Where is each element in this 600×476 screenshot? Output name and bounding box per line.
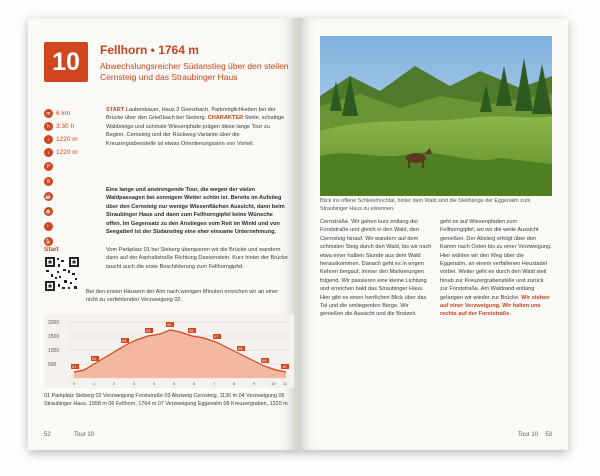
- tour-facts: [44, 108, 92, 160]
- page-number-left: 52: [44, 432, 51, 438]
- ascent-icon: ↑: [44, 135, 53, 144]
- marker-04: 04: [146, 328, 151, 333]
- distance-icon: m: [44, 109, 53, 118]
- intro-text: [106, 106, 288, 148]
- route-step-2: Bei den ersten Häusern der Alm nach wenigen Minuten erreichen wir an einer nicht zu verfehlenden Verzweigung 02.: [86, 289, 279, 304]
- marker-08: 08: [238, 346, 243, 351]
- column-right-text: geht es auf Wiesenpfaden zum Fellhorngipfel, wo wir die weite Aussicht genießen. Der Abstieg erfolgt über den Kamm nach Osten bis zu einer Verzweigung. Hier wählen wir den Weg über die Eggenalm, an einem verfallenen Heustadel vorbei. Weiter geht es durch den Wald steil hinab zur Kreuzergrabenstelle und zurück zur Forststraße. Am Waldrand entlang gelangen wir wieder zur Brücke.: [440, 219, 552, 301]
- marker-02: 02: [92, 356, 97, 361]
- marker-03: 03: [122, 338, 127, 343]
- start-label: Start: [44, 246, 59, 253]
- marker-06: 06: [189, 328, 194, 333]
- x-tick-8: 8: [233, 381, 236, 386]
- character-tag: CHARAKTER: [207, 115, 244, 122]
- tour-title: Fellhorn • 1764 m: [100, 43, 199, 57]
- y-tick-500: 500: [48, 362, 57, 368]
- y-tick-1500: 1500: [48, 334, 60, 340]
- marker-01: 01: [72, 364, 77, 369]
- marker-09: 09: [262, 358, 267, 363]
- column-right-highlight: Wir stehen auf einer Verzweigung. Wir halten uns rechts auf der Forststraße.: [440, 294, 550, 318]
- text-column-right: [440, 218, 552, 319]
- tour-label-right: Tour 10: [517, 432, 538, 438]
- hut-icon: 🏠: [45, 208, 52, 215]
- x-tick-9: 9: [253, 381, 256, 386]
- character-text: Steile, schattige Waldsteige und schmale Wiesenpfade prägen diese lange Tour zu Beginn. Cernsteig und der Rückweg-Variante über die Kreuzergrabenstelle ist etwas Orientierungssinn von Vorteil.: [106, 115, 285, 147]
- fact-ascent: ↑ 1220 m: [44, 134, 92, 145]
- bus-icon: B: [44, 177, 53, 186]
- cafe-icon: ☕: [45, 193, 52, 200]
- right-page: [298, 18, 568, 450]
- descent-icon: ↓: [44, 148, 53, 157]
- x-tick-11: 11: [283, 381, 288, 386]
- x-tick-10: 10: [271, 381, 276, 386]
- x-tick-7: 7: [213, 381, 216, 386]
- x-tick-6: 6: [193, 381, 196, 386]
- photo-caption: Blick ins offene Schleierhochtal, hinter dem Wald sind die Steilhänge der Eggenalm zum Straubinger Haus zu erkennen.: [320, 198, 531, 212]
- x-tick-2: 2: [113, 381, 116, 386]
- qr-code-icon[interactable]: [44, 256, 80, 292]
- start-text: Laubenbauer, Haus 3 Grenzbach, Parkmöglichkeiten bei der Brücke über den Grießbach bei Sieberg.: [106, 107, 276, 122]
- landscape-photo: [320, 36, 552, 196]
- fact-descent: ↓ 1220 m: [44, 147, 92, 158]
- elevation-profile: [44, 314, 294, 388]
- hiker-icon: 🚶: [45, 223, 52, 230]
- feature-icons: [44, 162, 54, 252]
- marker-05: 05: [167, 322, 172, 327]
- parking-icon: P: [44, 162, 53, 171]
- marker-07: 07: [214, 334, 219, 339]
- left-page: [28, 18, 298, 450]
- page-number-right: 53: [545, 432, 552, 438]
- y-tick-1000: 1000: [48, 348, 60, 354]
- dog-icon: 🐕: [45, 238, 52, 245]
- fact-duration: h 3:30 h: [44, 121, 92, 132]
- waypoint-list: 01 Parkplatz Sieberg 02 Verzweigung Forststraße 03 Abzweig Cernsteig, 1130 m 04 Verzweigung 05 Straubinger Haus, 1558 m 06 Fellhorn, 1764 m 07 Verzweigung Eggenalm 08 Kreuzergraben, 1320 m: [44, 393, 288, 408]
- tour-label-left: Tour 10: [74, 432, 95, 438]
- tour-number-badge: 10: [44, 42, 88, 82]
- route-step-1: Vom Parkplatz 01 bei Sieberg überqueren wir die Brücke und wandern dann auf der Asphaltstraße Richtung Dassenstein. Kurz hinter der Brücke taucht auch die erste Beschilderung zum Fellhorngipfel.: [106, 247, 288, 270]
- x-tick-3: 3: [133, 381, 136, 386]
- start-tag: START: [106, 107, 125, 113]
- tour-subtitle: Abwechslungsreicher Südanstieg über den steilen Cernsteig und das Straubinger Haus: [100, 61, 289, 82]
- x-tick-5: 5: [173, 381, 176, 386]
- y-tick-2000: 2000: [48, 320, 60, 326]
- marker-10: 10: [282, 364, 287, 369]
- x-tick-1: 1: [93, 381, 96, 386]
- text-column-left: Cernstraße. Wir gehen kurz entlang der Forststraße und gleich in den Wald, den Ciernsteig hinauf. Wir wandern auf dem schmalen Steig durch den Wald, bis wir nach etwa einer halben Stunde aus dem Wald herauskommen. Danach geht es in engen Kehren bergauf, immer den Markierungen folgend. Wir passieren eine kleine Lichtung und erreichen bald das Straubinger Haus. Hier gibt es einen herrlichen Blick über das Tal und die umliegenden Berge. Wir genießen die Aussicht und die Brotzeit.: [320, 219, 432, 318]
- lead-paragraph: Eine lange und anstrengende Tour, die wegen der vielen Waldpassagen bei sonnigem Wetter schön ist. Bereits im Aufstieg über den Cernsteig nur wenige Wiesenflächen Aussicht, dann beim Straubinger Haus und dann zum Fellhorngipfel keine Wünsche offen. Im Gegensatz zu den Anstiegen vom Reit im Winkl und von Seegatterl ist der Südanstieg eine eher einsame Unternehmung.: [106, 187, 285, 236]
- x-tick-0: 0: [73, 381, 76, 386]
- clock-icon: h: [44, 122, 53, 131]
- fact-distance: m 6 km: [44, 108, 92, 119]
- x-tick-4: 4: [153, 381, 156, 386]
